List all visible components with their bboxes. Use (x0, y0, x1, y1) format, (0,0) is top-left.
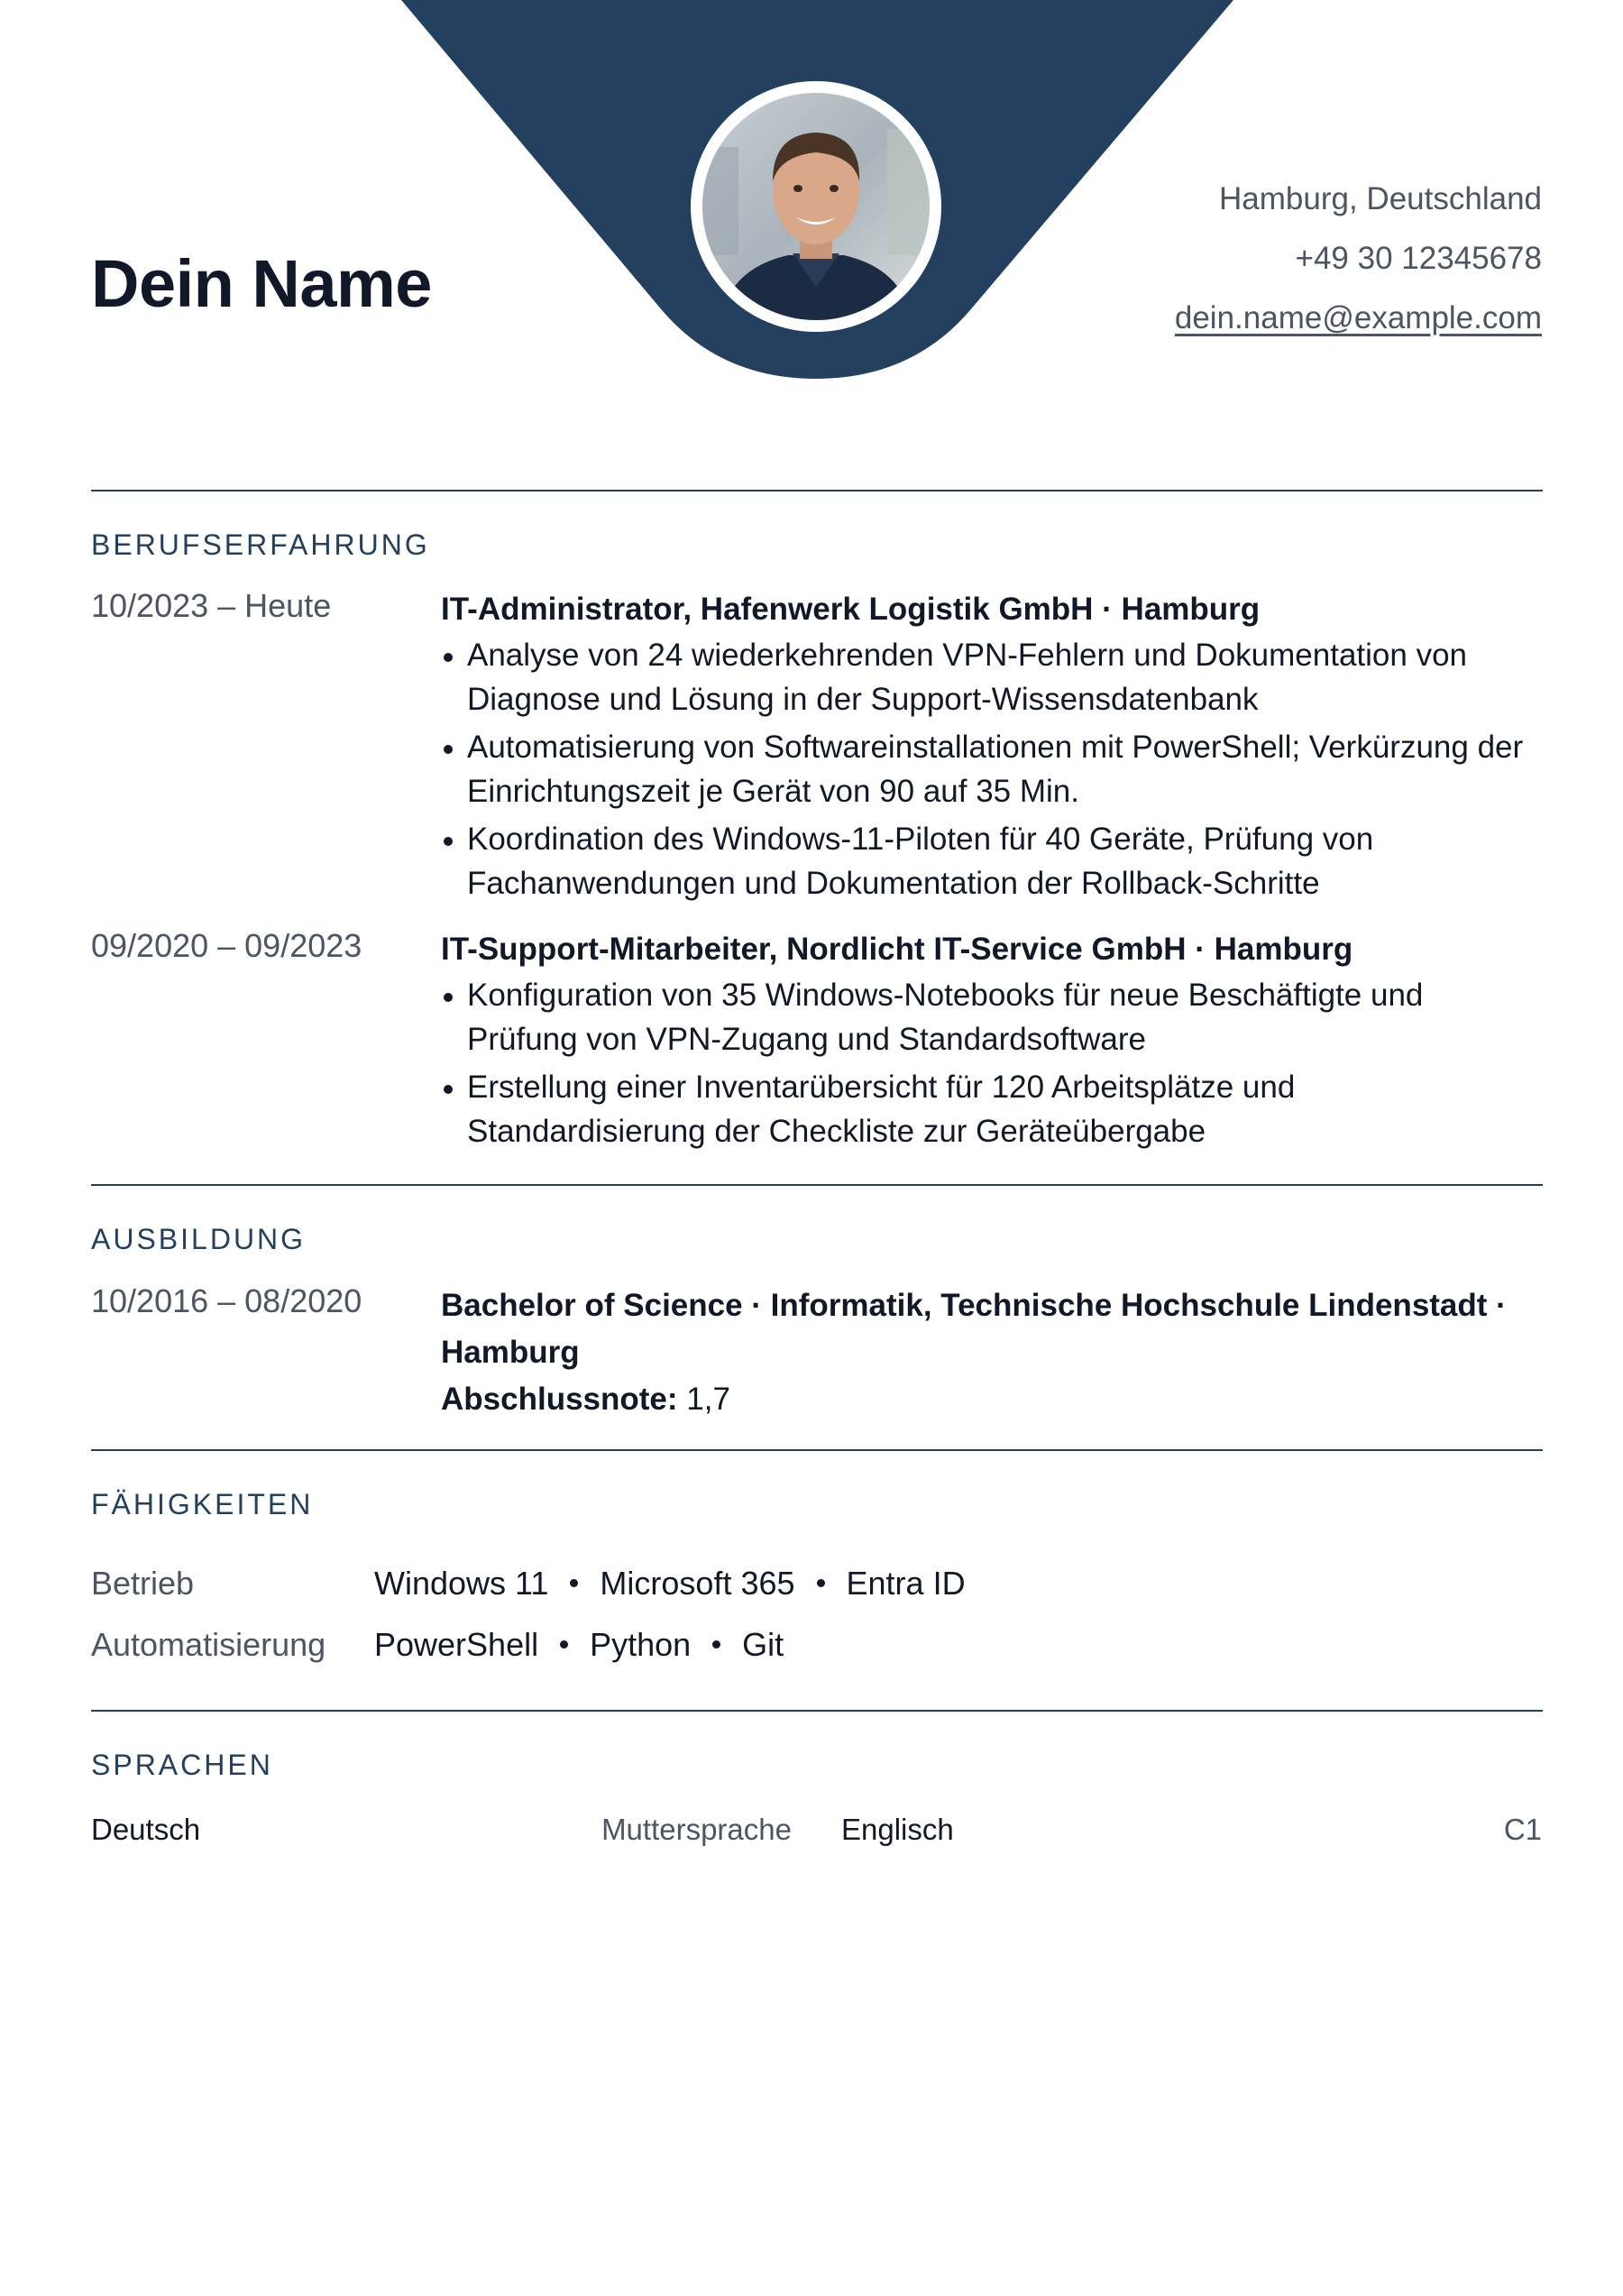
skill-item: Entra ID (846, 1565, 966, 1602)
separator-dot (817, 1579, 825, 1587)
experience-dates: 09/2020 – 09/2023 (91, 927, 362, 964)
grade-label: Abschlussnote: (441, 1382, 678, 1417)
experience-dates: 10/2023 – Heute (91, 587, 332, 624)
education-title: Bachelor of Science · Informatik, Technische Hochschule Lindenstadt · Hamburg (441, 1288, 1507, 1370)
education-entry (441, 1282, 1541, 1423)
contact-phone: +49 30 12345678 (1295, 241, 1542, 276)
section-divider (91, 1184, 1543, 1186)
education-dates: 10/2016 – 08/2020 (91, 1282, 362, 1319)
skill-items (374, 1565, 966, 1603)
bullet-item: Konfiguration von 35 Windows-Notebooks für neue Beschäftigte und Prüfung von VPN-Zugang und Standardsoftware (441, 973, 1541, 1061)
section-divider (91, 1449, 1543, 1451)
language-level: Muttersprache (601, 1813, 792, 1846)
skill-item: Microsoft 365 (600, 1565, 795, 1602)
section-title-education: AUSBILDUNG (91, 1223, 307, 1255)
experience-entry (441, 586, 1541, 909)
section-divider (91, 1710, 1543, 1712)
bullet-item: Erstellung einer Inventarübersicht für 120 Arbeitsplätze und Standardisierung der Checkliste zur Geräteübergabe (441, 1065, 1541, 1153)
experience-title: IT-Support-Mitarbeiter, Nordlicht IT-Service GmbH · Hamburg (441, 932, 1353, 967)
skill-items (374, 1626, 784, 1664)
section-title-languages: SPRACHEN (91, 1749, 273, 1781)
skill-item: Windows 11 (374, 1565, 549, 1602)
bullet-item: Automatisierung von Softwareinstallationen mit PowerShell; Verkürzung der Einrichtungszeit je Gerät von 90 auf 35 Min. (441, 725, 1541, 813)
grade-value: 1,7 (686, 1382, 730, 1417)
language-name: Englisch (841, 1813, 954, 1846)
language-name: Deutsch (91, 1813, 201, 1846)
profile-photo (691, 81, 941, 332)
separator-dot (712, 1640, 720, 1649)
skill-category-label: Automatisierung (91, 1626, 326, 1663)
contact-location: Hamburg, Deutschland (1219, 181, 1542, 216)
experience-bullets (441, 973, 1541, 1153)
contact-block (1037, 170, 1542, 348)
skill-item: PowerShell (374, 1626, 539, 1663)
skill-row (91, 1626, 1543, 1680)
skill-row (91, 1565, 1543, 1619)
language-level: C1 (1503, 1813, 1542, 1846)
section-title-skills: FÄHIGKEITEN (91, 1488, 314, 1520)
separator-dot (570, 1579, 578, 1587)
contact-email-link[interactable]: dein.name@example.com (1174, 300, 1542, 335)
section-divider (91, 490, 1543, 491)
avatar (702, 93, 930, 320)
separator-dot (560, 1640, 568, 1649)
education-grade (441, 1376, 1541, 1423)
experience-entry (441, 926, 1541, 1157)
experience-title: IT-Administrator, Hafenwerk Logistik GmbH · Hamburg (441, 592, 1261, 627)
bullet-item: Analyse von 24 wiederkehrenden VPN-Fehlern und Dokumentation von Diagnose und Lösung in der Support-Wissensdatenbank (441, 633, 1541, 721)
skill-item: Git (742, 1626, 784, 1663)
skill-item: Python (590, 1626, 692, 1663)
bullet-item: Koordination des Windows-11-Piloten für 40 Geräte, Prüfung von Fachanwendungen und Dokumentation der Rollback-Schritte (441, 817, 1541, 905)
experience-bullets (441, 633, 1541, 905)
section-title-experience: BERUFSERFAHRUNG (91, 528, 430, 561)
skill-category-label: Betrieb (91, 1565, 195, 1602)
candidate-name: Dein Name (91, 246, 432, 321)
